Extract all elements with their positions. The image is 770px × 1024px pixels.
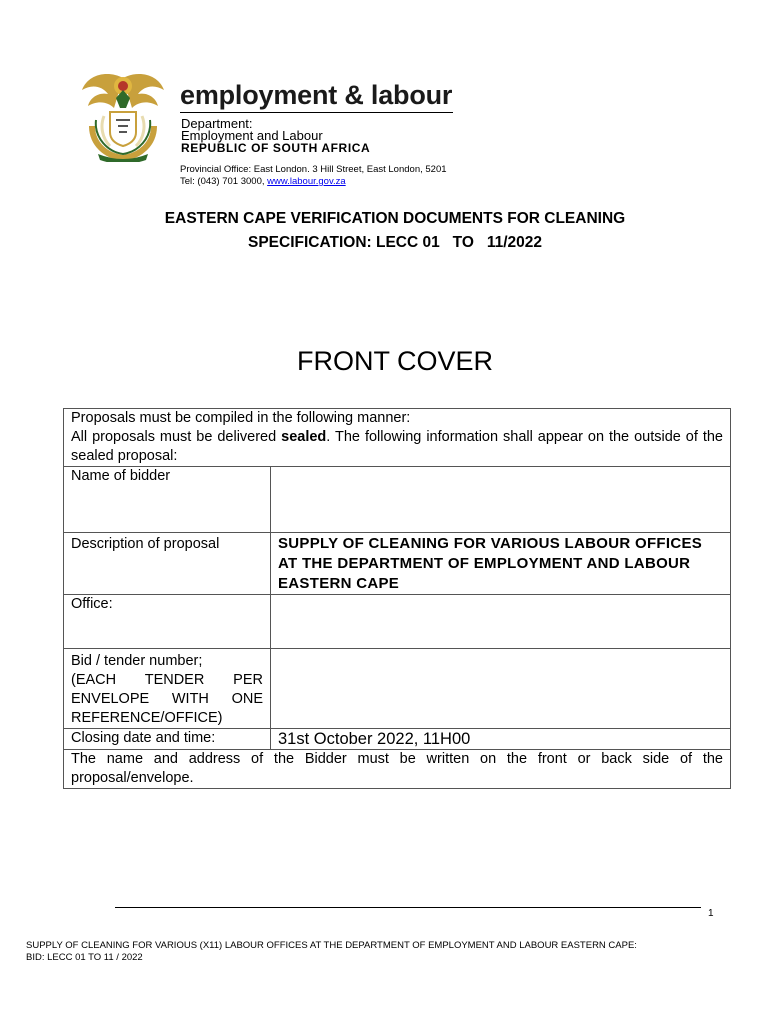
website-link[interactable]: www.labour.gov.za <box>267 176 346 187</box>
note-cell: The name and address of the Bidder must be written on the front or back side of the proposal/envelope. <box>64 750 731 789</box>
tender-label-line-1: Bid / tender number; <box>71 653 203 669</box>
intro-text-bold: sealed <box>281 429 327 445</box>
intro-text-post: . The following information shall appear on the outside of the sealed proposal: <box>71 429 723 464</box>
office-telephone <box>180 176 346 187</box>
tender-row <box>64 649 731 729</box>
closing-row <box>64 729 731 750</box>
tender-label-line-2: (EACH TENDER PER ENVELOPE WITH ONE <box>71 672 263 707</box>
description-row <box>64 533 731 595</box>
cover-title: FRONT COVER <box>296 346 493 376</box>
department-label: Department: <box>181 116 253 131</box>
intro-text-pre: All proposals must be delivered <box>71 429 282 445</box>
bidder-value[interactable] <box>271 467 731 533</box>
note-row <box>64 750 731 789</box>
closing-label: Closing date and time: <box>64 729 271 750</box>
document-title-line-2: SPECIFICATION: LECC 01 TO 11/2022 <box>247 234 542 251</box>
footer-line-1: SUPPLY OF CLEANING FOR VARIOUS (X11) LABOUR OFFICES AT THE DEPARTMENT OF EMPLOYMENT AND LABOUR EASTERN CAPE: <box>26 940 637 951</box>
closing-value: 31st October 2022, 11H00 <box>271 729 731 750</box>
document-title-line-1: EASTERN CAPE VERIFICATION DOCUMENTS FOR CLEANING <box>164 210 626 227</box>
country-name: REPUBLIC OF SOUTH AFRICA <box>181 141 371 155</box>
office-row <box>64 595 731 649</box>
intro-line-1: Proposals must be compiled in the following manner: <box>71 410 411 426</box>
office-value[interactable] <box>271 595 731 649</box>
document-title <box>120 207 670 255</box>
telephone-text: Tel: (043) 701 3000, <box>180 176 268 187</box>
bidder-row <box>64 467 731 533</box>
tender-label-line-3: REFERENCE/OFFICE) <box>71 710 223 726</box>
page-number: 1 <box>708 908 714 919</box>
proposal-cover-table <box>63 408 731 789</box>
bidder-label: Name of bidder <box>64 467 271 533</box>
intro-cell <box>64 409 731 467</box>
coat-of-arms-icon <box>78 68 168 162</box>
tender-value[interactable] <box>271 649 731 729</box>
footer-line-2: BID: LECC 01 TO 11 / 2022 <box>26 952 143 963</box>
office-address: Provincial Office: East London. 3 Hill Street, East London, 5201 <box>180 164 447 175</box>
description-value: SUPPLY OF CLEANING FOR VARIOUS LABOUR OFFICES AT THE DEPARTMENT OF EMPLOYMENT AND LABOUR EASTERN CAPE <box>271 533 731 595</box>
brand-name: employment & labour <box>180 80 453 110</box>
office-label: Office: <box>64 595 271 649</box>
brand-divider <box>180 112 453 113</box>
tender-label <box>64 649 271 729</box>
intro-row <box>64 409 731 467</box>
intro-line-2 <box>71 428 723 466</box>
footer-divider <box>115 907 701 908</box>
description-label: Description of proposal <box>64 533 271 595</box>
department-name: Employment and Labour <box>181 128 323 143</box>
